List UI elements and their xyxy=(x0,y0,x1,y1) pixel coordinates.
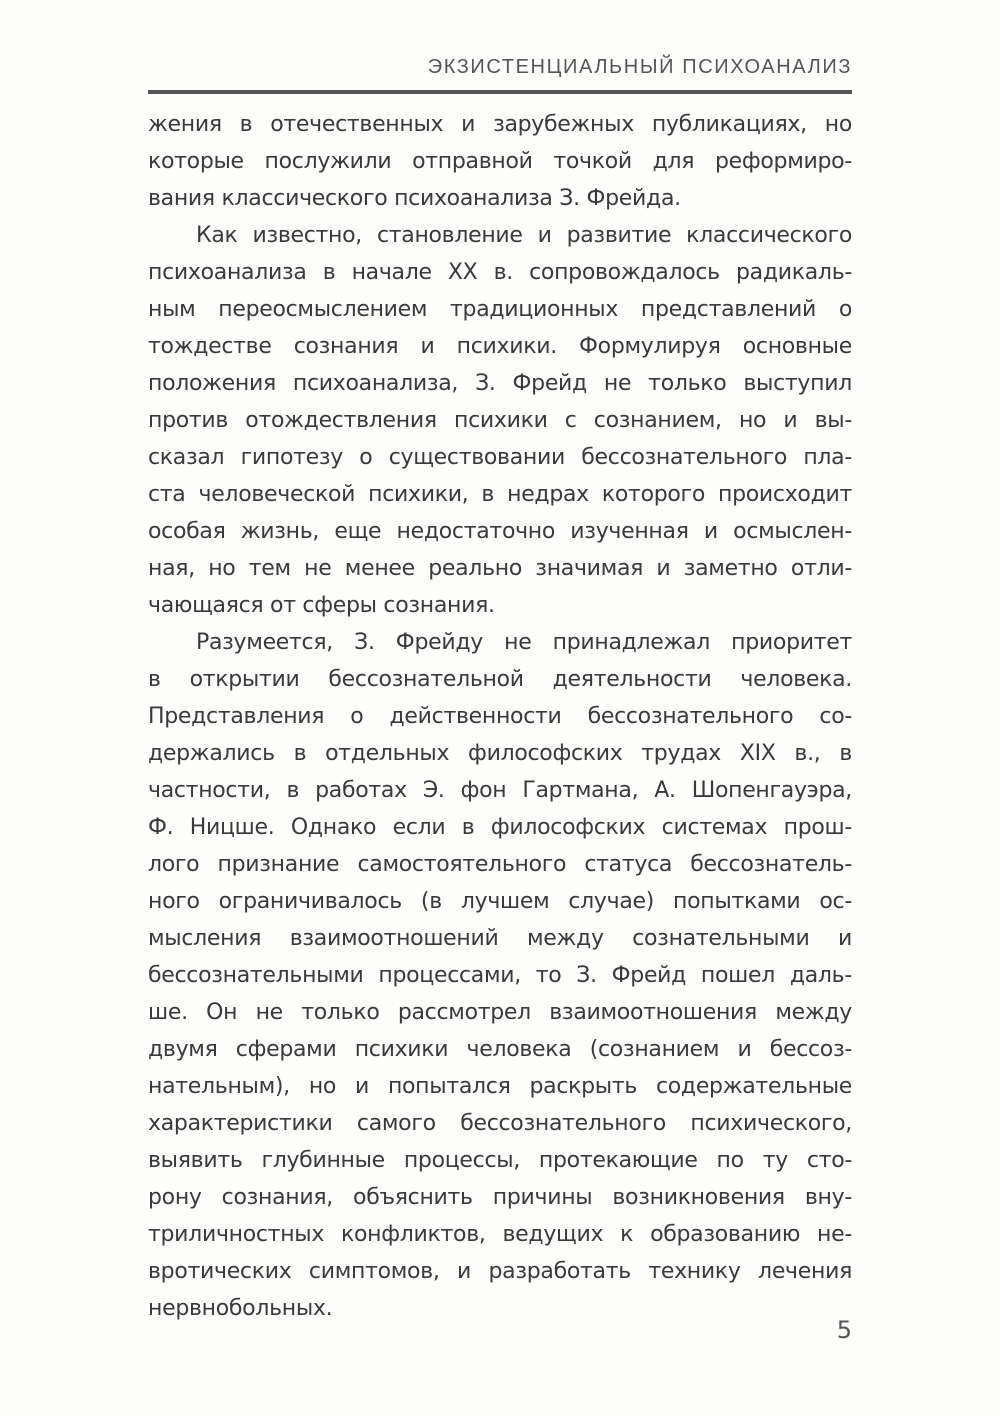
text-line: особая жизнь, еще недостаточно изученная и осмыслен- xyxy=(148,519,852,544)
text-line: положения психоанализа, З. Фрейд не только выступил xyxy=(148,371,852,396)
text-line: чающаяся от сферы сознания. xyxy=(148,593,495,618)
text-line: которые послужили отправной точкой для реформиро- xyxy=(148,149,852,174)
text-line: Ф. Ницше. Однако если в философских системах прош- xyxy=(148,815,852,840)
text-line: вротических симптомов, и разработать технику лечения xyxy=(148,1259,852,1284)
text-line: рону сознания, объяснить причины возникновения вну- xyxy=(148,1185,852,1210)
text-line: Разумеется, З. Фрейду не принадлежал приоритет xyxy=(196,630,852,655)
text-line: частности, в работах Э. фон Гартмана, А. Шопенгауэра, xyxy=(148,778,852,803)
page-number: 5 xyxy=(836,1316,852,1344)
text-line: психоанализа в начале XX в. сопровождалось радикаль- xyxy=(148,260,852,285)
text-line: мысления взаимоотношений между сознательными и xyxy=(148,926,852,951)
running-header: ЭКЗИСТЕНЦИАЛЬНЫЙ ПСИХОАНАЛИЗ xyxy=(427,56,852,78)
body-text xyxy=(148,106,852,1327)
text-line: против отождествления психики с сознанием, но и вы- xyxy=(148,408,852,433)
text-line: ста человеческой психики, в недрах которого происходит xyxy=(148,482,852,507)
text-line: Представления о действенности бессознательного со- xyxy=(148,704,852,729)
text-line: выявить глубинные процессы, протекающие по ту сто- xyxy=(148,1148,852,1173)
text-line: характеристики самого бессознательного психического, xyxy=(148,1111,852,1136)
paragraph-2 xyxy=(148,217,852,624)
text-line: вания классического психоанализа З. Фрейда. xyxy=(148,186,681,211)
text-line: ного ограничивалось (в лучшем случае) попытками ос- xyxy=(148,889,852,914)
text-line: в открытии бессознательной деятельности человека. xyxy=(148,667,852,692)
text-line: бессознательными процессами, то З. Фрейд пошел даль- xyxy=(148,963,852,988)
text-line: нательным), но и попытался раскрыть содержательные xyxy=(148,1074,852,1099)
paragraph-3 xyxy=(148,624,852,1327)
header-rule xyxy=(148,90,852,94)
text-line: ная, но тем не менее реально значимая и заметно отли- xyxy=(148,556,852,581)
text-line: ным переосмыслением традиционных представлений о xyxy=(148,297,852,322)
text-line: Как известно, становление и развитие классического xyxy=(196,223,852,248)
text-line: держались в отдельных философских трудах XIX в., в xyxy=(148,741,852,766)
text-line: нервнобольных. xyxy=(148,1296,333,1321)
text-line: триличностных конфликтов, ведущих к образованию не- xyxy=(148,1222,852,1247)
text-line: двумя сферами психики человека (сознанием и бессоз- xyxy=(148,1037,852,1062)
text-line: сказал гипотезу о существовании бессознательного пла- xyxy=(148,445,852,470)
text-line: жения в отечественных и зарубежных публикациях, но xyxy=(148,112,852,137)
text-line: лого признание самостоятельного статуса бессознатель- xyxy=(148,852,852,877)
text-line: тождестве сознания и психики. Формулируя основные xyxy=(148,334,852,359)
text-line: ше. Он не только рассмотрел взаимоотношения между xyxy=(148,1000,852,1025)
paragraph-1 xyxy=(148,106,852,217)
